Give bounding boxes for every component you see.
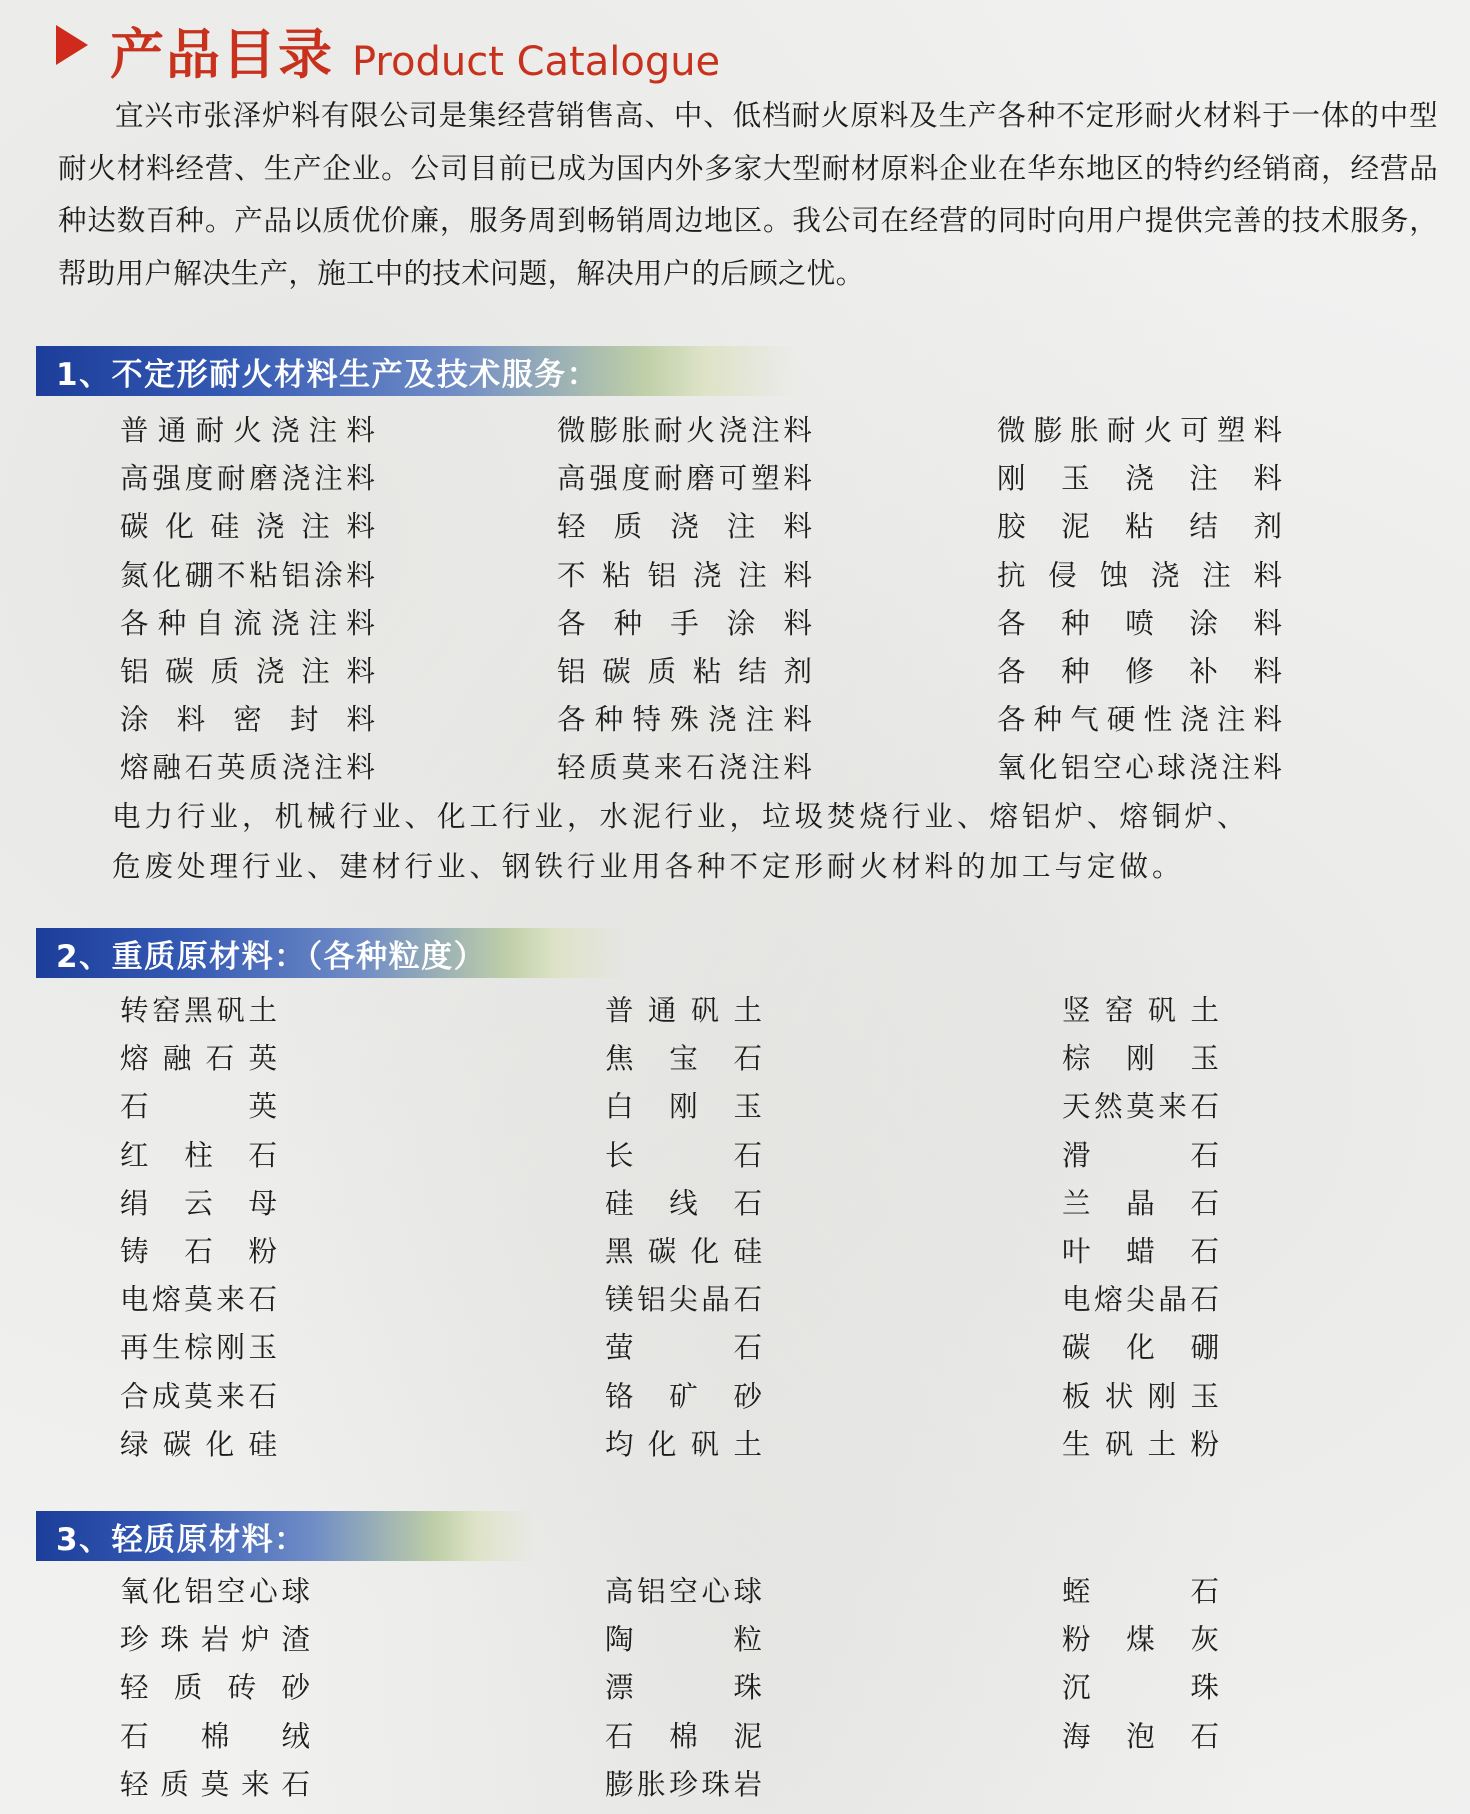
- product-item: 各 种 气 硬 性 浇 注 料: [997, 703, 1282, 737]
- product-item: 不 粘 铝 浇 注 料: [557, 558, 812, 592]
- product-item: 高 铝 空 心 球: [605, 1575, 762, 1608]
- product-item: 叶 蜡 石: [1062, 1234, 1219, 1268]
- product-item: 漂 珠: [605, 1671, 762, 1705]
- product-row: [0, 745, 1470, 793]
- product-item: 轻 质 砖 砂: [120, 1671, 310, 1705]
- product-row: [0, 1229, 1470, 1277]
- product-item: 石 棉 泥: [605, 1719, 762, 1753]
- product-item: 刚 玉 浇 注 料: [997, 462, 1282, 496]
- product-item: 高 强 度 耐 磨 可 塑 料: [557, 462, 812, 496]
- product-row: [0, 456, 1470, 504]
- product-item: 铸 石 粉: [120, 1234, 277, 1268]
- product-item: 生 矾 土 粉: [1062, 1427, 1219, 1461]
- product-item: 微 膨 胀 耐 火 浇 注 料: [557, 414, 812, 447]
- product-item: 竖 窑 矾 土: [1062, 994, 1219, 1027]
- product-row: [0, 1422, 1470, 1470]
- section-3-header: 3、轻质原材料：: [36, 1511, 536, 1561]
- triangle-arrow-icon: [56, 25, 88, 65]
- product-item: 轻 质 莫 来 石: [120, 1767, 310, 1801]
- product-item: 白 刚 玉: [605, 1090, 762, 1124]
- product-item: 普 通 矾 土: [605, 994, 762, 1027]
- product-item: 胶 泥 粘 结 剂: [997, 510, 1282, 544]
- product-row: [0, 988, 1470, 1036]
- product-item: 焦 宝 石: [605, 1042, 762, 1076]
- product-item: 均 化 矾 土: [605, 1427, 762, 1461]
- product-item: 硅 线 石: [605, 1186, 762, 1220]
- product-row: [0, 1569, 1470, 1617]
- product-item: 各 种 修 补 料: [997, 654, 1282, 688]
- section-1-product-grid: [0, 408, 1470, 794]
- product-item: 石 棉 绒: [120, 1719, 310, 1753]
- product-item: 珍 珠 岩 炉 渣: [120, 1623, 310, 1657]
- product-item: 铝 碳 质 浇 注 料: [120, 654, 375, 688]
- product-item: 各 种 特 殊 浇 注 料: [557, 703, 812, 737]
- product-row: [0, 1181, 1470, 1229]
- product-item: 熔 融 石 英: [120, 1042, 277, 1076]
- product-item: 绢 云 母: [120, 1186, 277, 1220]
- product-row: [0, 697, 1470, 745]
- product-item: 碳 化 硅 浇 注 料: [120, 510, 375, 544]
- product-item: 滑 石: [1062, 1138, 1219, 1172]
- product-row: [0, 1374, 1470, 1422]
- product-item: 棕 刚 玉: [1062, 1042, 1219, 1076]
- page-title: 产品目录: [110, 23, 334, 86]
- product-item: 铝 碳 质 粘 结 剂: [557, 654, 812, 688]
- product-row: [0, 504, 1470, 552]
- product-item: 氮 化 硼 不 粘 铝 涂 料: [120, 558, 375, 592]
- product-item: 碳 化 硼: [1062, 1331, 1219, 1365]
- intro-paragraph: 宜兴市张泽炉料有限公司是集经营销售高、中、低档耐火原料及生产各种不定形耐火材料于一体的中型耐火材料经营、生产企业。公司目前已成为国内外多家大型耐材原料企业在华东地区的特约经销商，经营品种达数百种。产品以质优价廉，服务周到畅销周边地区。我公司在经营的同时向用户提供完善的技术服务，帮助用户解决生产，施工中的技术问题，解决用户的后顾之忧。: [58, 99, 1438, 290]
- product-item: 镁 铝 尖 晶 石: [605, 1283, 762, 1317]
- product-item: 长 石: [605, 1138, 762, 1172]
- product-row: [0, 1665, 1470, 1713]
- section-1-header: 1、不定形耐火材料生产及技术服务：: [36, 346, 796, 396]
- services-line-1: 电力行业，机械行业、化工行业，水泥行业，垃圾焚烧行业、熔铝炉、熔铜炉、: [112, 800, 1250, 833]
- product-row: [0, 1277, 1470, 1325]
- product-item: 石 英: [120, 1090, 277, 1124]
- company-intro: [58, 90, 1438, 300]
- product-item: 陶 粒: [605, 1623, 762, 1657]
- product-item: 膨 胀 珍 珠 岩: [605, 1767, 762, 1801]
- product-item: 轻 质 莫 来 石 浇 注 料: [557, 751, 812, 785]
- product-row: [0, 1714, 1470, 1762]
- product-item: 氧 化 铝 空 心 球 浇 注 料: [997, 751, 1282, 785]
- product-item: 合 成 莫 来 石: [120, 1379, 277, 1413]
- product-row: [0, 1325, 1470, 1373]
- product-item: 再 生 棕 刚 玉: [120, 1331, 277, 1365]
- product-item: 抗 侵 蚀 浇 注 料: [997, 558, 1282, 592]
- product-item: 氧 化 铝 空 心 球: [120, 1575, 310, 1608]
- product-item: 蛭 石: [1062, 1575, 1219, 1608]
- services-line-2: 危废处理行业、建材行业、钢铁行业用各种不定形耐火材料的加工与定做。: [112, 850, 1185, 883]
- product-item: 轻 质 浇 注 料: [557, 510, 812, 544]
- product-item: 沉 珠: [1062, 1671, 1219, 1705]
- page-header: [56, 12, 721, 86]
- product-item: 铬 矿 砂: [605, 1379, 762, 1413]
- product-item: 各 种 自 流 浇 注 料: [120, 606, 375, 640]
- product-item: 熔 融 石 英 质 浇 注 料: [120, 751, 375, 785]
- section-2-product-grid: [0, 988, 1470, 1470]
- product-row: [0, 1762, 1470, 1810]
- section-1-services-text: [112, 792, 1250, 892]
- page-subtitle: Product Catalogue: [352, 39, 721, 85]
- product-row: [0, 408, 1470, 456]
- product-item: 涂 料 密 封 料: [120, 703, 375, 737]
- product-item: 各 种 喷 涂 料: [997, 606, 1282, 640]
- product-item: 微 膨 胀 耐 火 可 塑 料: [997, 414, 1282, 447]
- product-item: 兰 晶 石: [1062, 1186, 1219, 1220]
- product-item: 萤 石: [605, 1331, 762, 1365]
- product-item: 板 状 刚 玉: [1062, 1379, 1219, 1413]
- product-row: [0, 1617, 1470, 1665]
- product-item: 粉 煤 灰: [1062, 1623, 1219, 1657]
- product-row: [0, 1133, 1470, 1181]
- section-3-product-grid: [0, 1569, 1470, 1810]
- product-item: 电 熔 莫 来 石: [120, 1283, 277, 1317]
- product-item: 各 种 手 涂 料: [557, 606, 812, 640]
- product-row: [0, 1084, 1470, 1132]
- product-row: [0, 601, 1470, 649]
- product-item: 高 强 度 耐 磨 浇 注 料: [120, 462, 375, 496]
- product-item: 电 熔 尖 晶 石: [1062, 1283, 1219, 1317]
- product-item: 黑 碳 化 硅: [605, 1234, 762, 1268]
- product-item: 普 通 耐 火 浇 注 料: [120, 414, 375, 447]
- product-row: [0, 553, 1470, 601]
- product-item: 海 泡 石: [1062, 1719, 1219, 1753]
- product-item: 天 然 莫 来 石: [1062, 1090, 1219, 1124]
- product-row: [0, 649, 1470, 697]
- product-item: 红 柱 石: [120, 1138, 277, 1172]
- product-row: [0, 1036, 1470, 1084]
- product-item: 转 窑 黑 矾 土: [120, 994, 277, 1027]
- section-2-header: 2、重质原材料：（各种粒度）: [36, 928, 626, 978]
- product-item: 绿 碳 化 硅: [120, 1427, 277, 1461]
